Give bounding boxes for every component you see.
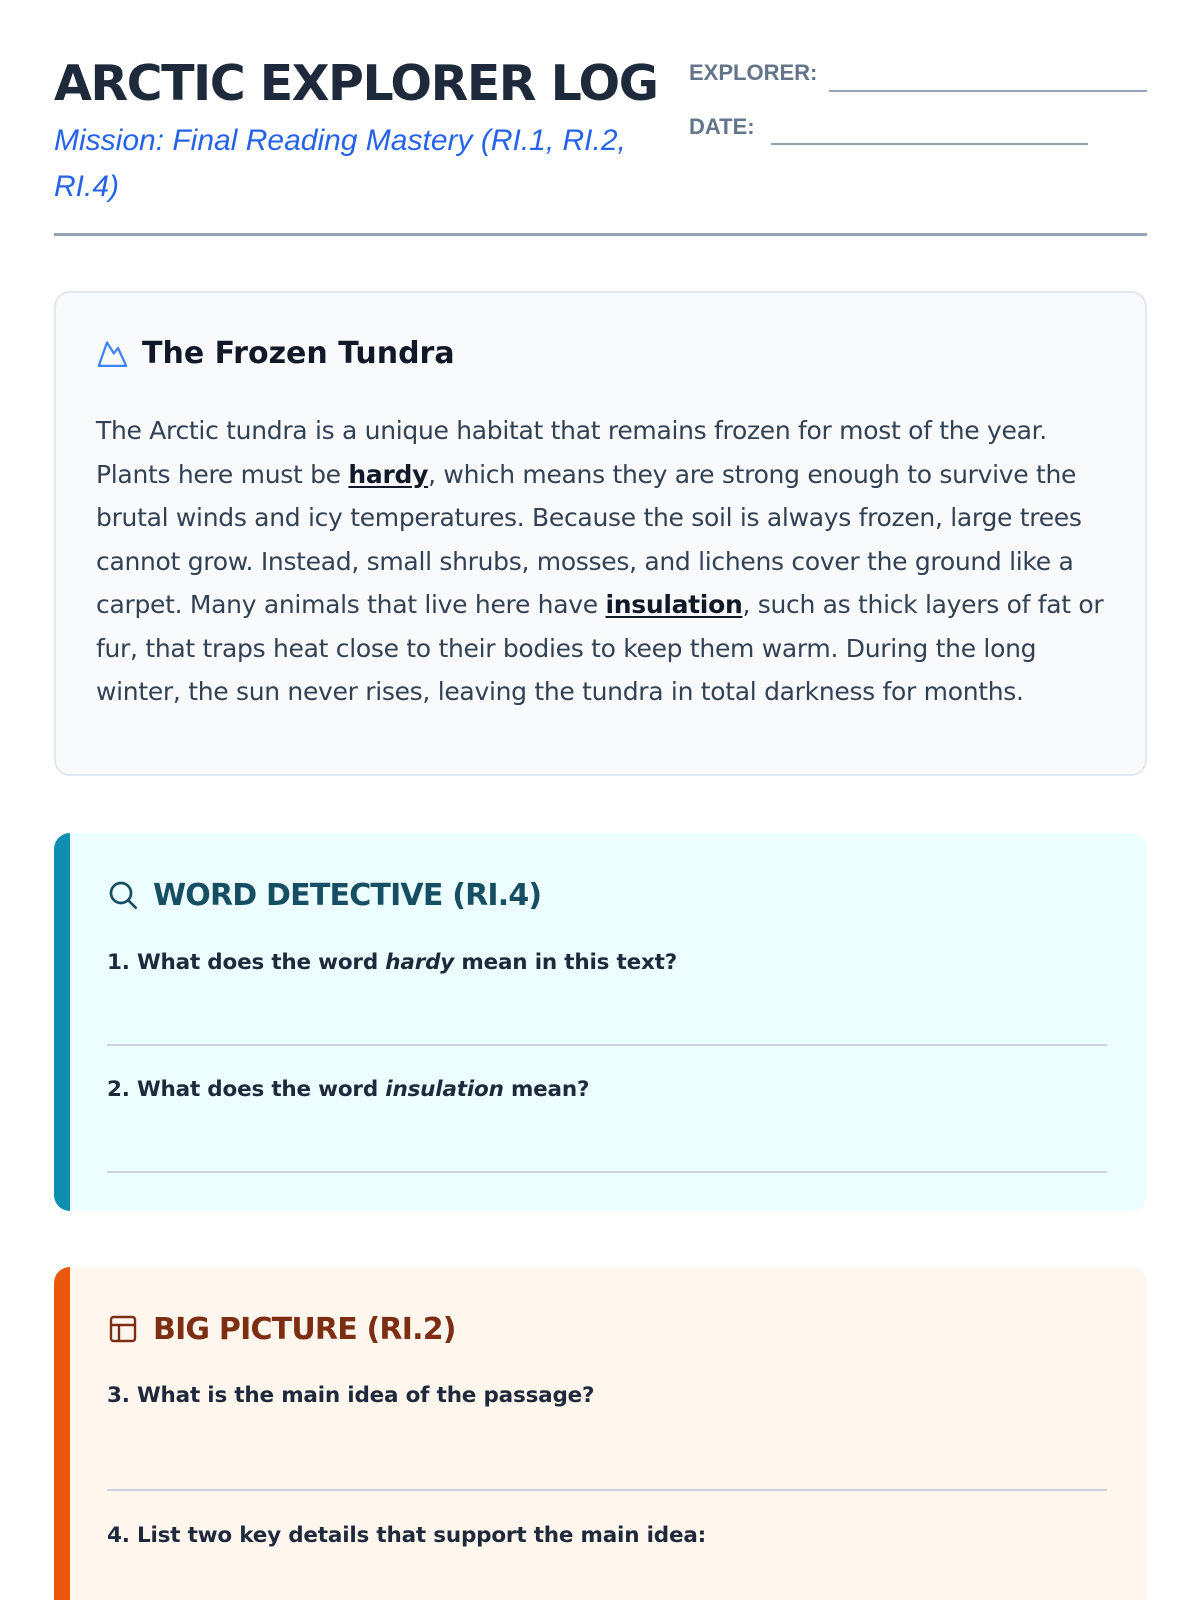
answer-line-2[interactable]: [107, 1171, 1107, 1173]
date-label: DATE:: [689, 114, 755, 139]
search-icon: [107, 879, 139, 911]
section-title: WORD DETECTIVE (RI.4): [153, 877, 542, 913]
layout-icon: [107, 1313, 139, 1345]
explorer-field[interactable]: [829, 90, 1147, 92]
explorer-label: EXPLORER:: [689, 60, 818, 85]
passage-header: [96, 331, 455, 375]
big-picture-section: [54, 1267, 1147, 1600]
passage-text: The Arctic tundra is a unique habitat that remains frozen for most of the year. Plants here must be hardy, which means they are strong enough to survive the brutal winds and icy temperatures. Because the soil is always frozen, large trees cannot grow. Instead, small shrubs, mosses, and lichens cover the ground like a carpet. Many animals that live here have insulation, such as thick layers of fat or fur, that traps heat close to their bodies to keep them warm. During the long winter, the sun never rises, leaving the tundra in total darkness for months.: [96, 416, 1104, 706]
page-title: ARCTIC EXPLORER LOG: [54, 55, 658, 112]
word-detective-section: [54, 833, 1147, 1211]
question-3: 3. What is the main idea of the passage?: [107, 1383, 595, 1408]
section-accent-bar: [54, 833, 70, 1211]
answer-line-1[interactable]: [107, 1044, 1107, 1046]
section-accent-bar: [54, 1267, 70, 1600]
mission-subtitle: Mission: Final Reading Mastery (RI.1, RI.2, RI.4): [54, 124, 626, 203]
question-4: 4. List two key details that support the main idea:: [107, 1523, 707, 1548]
vocab-term-hardy: hardy: [348, 459, 429, 489]
passage-title: The Frozen Tundra: [142, 335, 455, 371]
question-2: 2. What does the word insulation mean?: [107, 1077, 590, 1102]
question-1: 1. What does the word hardy mean in this text?: [107, 950, 677, 975]
section-title: BIG PICTURE (RI.2): [153, 1311, 456, 1347]
section-header: [107, 1307, 456, 1351]
date-field[interactable]: [771, 143, 1088, 145]
vocab-term-insulation: insulation: [605, 590, 743, 619]
answer-line-3[interactable]: [107, 1489, 1107, 1491]
section-header: [107, 873, 541, 917]
mountain-icon: [96, 337, 129, 370]
header: [54, 54, 1147, 236]
reading-passage: [54, 291, 1147, 776]
